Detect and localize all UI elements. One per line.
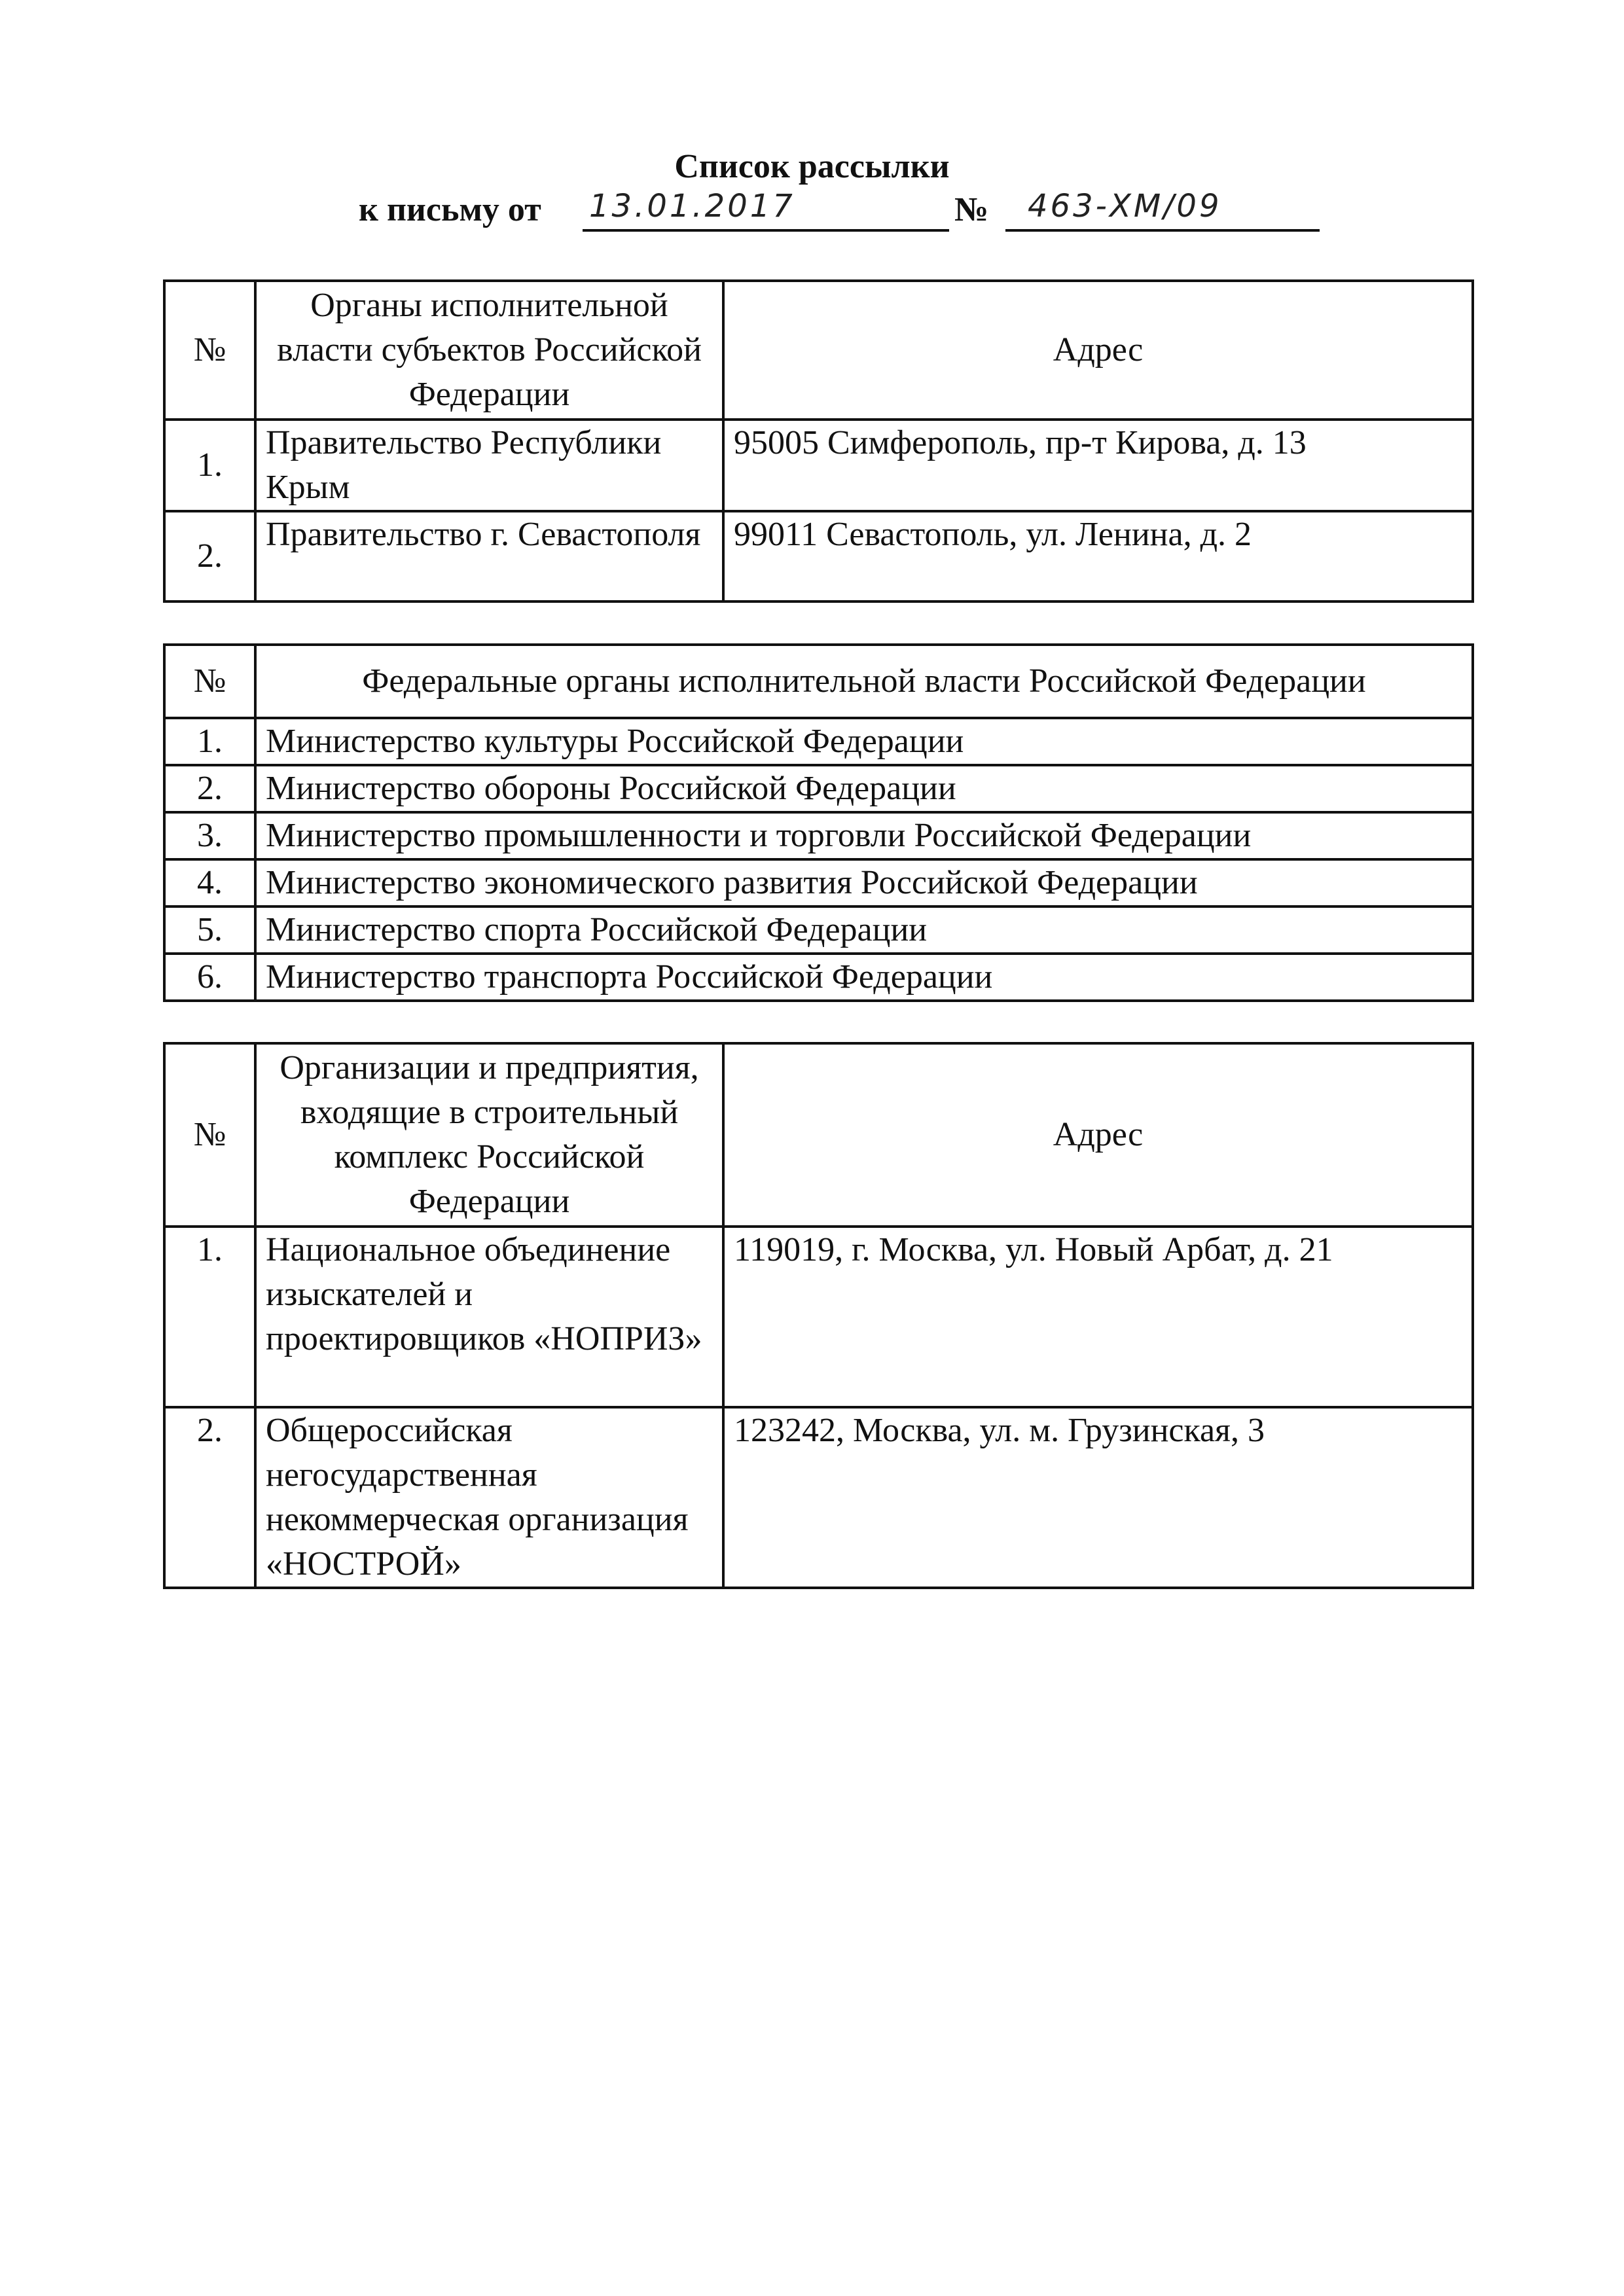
- number-underline: [1005, 229, 1320, 232]
- table-row: [164, 812, 1473, 859]
- construction-organizations-table: [163, 1042, 1474, 1589]
- date-underline: [583, 229, 949, 232]
- row-name: Министерство промышленности и торговли Российской Федерации: [255, 812, 1473, 859]
- header-number: №: [164, 281, 255, 420]
- table-header-row: [164, 645, 1473, 718]
- header-address: Адрес: [723, 1043, 1473, 1227]
- row-number: 5.: [164, 906, 255, 954]
- table-row: [164, 1407, 1473, 1588]
- row-address: 119019, г. Москва, ул. Новый Арбат, д. 21: [723, 1227, 1473, 1407]
- header-authorities: Органы исполнительной власти субъектов Российской Федерации: [255, 281, 723, 420]
- regional-authorities-table: [163, 279, 1474, 603]
- row-number: 1.: [164, 420, 255, 511]
- header-federal-authorities: Федеральные органы исполнительной власти Российской Федерации: [255, 645, 1473, 718]
- table-row: [164, 511, 1473, 601]
- table-header-row: [164, 1043, 1473, 1227]
- row-number: 2.: [164, 511, 255, 601]
- table-row: [164, 859, 1473, 906]
- row-number: 2.: [164, 765, 255, 812]
- letter-number-handwritten: 463-ХМ/09: [1028, 188, 1222, 224]
- number-sign: №: [954, 191, 989, 228]
- table-row: [164, 954, 1473, 1001]
- row-address: 99011 Севастополь, ул. Ленина, д. 2: [723, 511, 1473, 601]
- row-name: Министерство транспорта Российской Федерации: [255, 954, 1473, 1001]
- letter-date-handwritten: 13.01.2017: [589, 188, 795, 224]
- row-name: Национальное объединение изыскателей и проектировщиков «НОПРИЗ»: [255, 1227, 723, 1407]
- row-number: 3.: [164, 812, 255, 859]
- row-name: Общероссийская негосударственная некоммерческая организация «НОСТРОЙ»: [255, 1407, 723, 1588]
- header-address: Адрес: [723, 281, 1473, 420]
- header-number: №: [164, 1043, 255, 1227]
- row-name: Министерство обороны Российской Федерации: [255, 765, 1473, 812]
- table-row: [164, 420, 1473, 511]
- table-row: [164, 765, 1473, 812]
- header-organizations: Организации и предприятия, входящие в строительный комплекс Российской Федерации: [255, 1043, 723, 1227]
- row-address: 95005 Симферополь, пр-т Кирова, д. 13: [723, 420, 1473, 511]
- row-name: Министерство культуры Российской Федерации: [255, 718, 1473, 765]
- table-row: [164, 1227, 1473, 1407]
- federal-authorities-table: [163, 643, 1474, 1002]
- row-name: Правительство г. Севастополя: [255, 511, 723, 601]
- row-name: Министерство экономического развития Российской Федерации: [255, 859, 1473, 906]
- document-title: Список рассылки: [674, 148, 950, 185]
- row-number: 1.: [164, 1227, 255, 1407]
- header-number: №: [164, 645, 255, 718]
- row-number: 2.: [164, 1407, 255, 1588]
- row-number: 6.: [164, 954, 255, 1001]
- table-row: [164, 906, 1473, 954]
- row-number: 1.: [164, 718, 255, 765]
- letter-prefix: к письму от: [359, 191, 541, 228]
- row-name: Правительство Республики Крым: [255, 420, 723, 511]
- row-address: 123242, Москва, ул. м. Грузинская, 3: [723, 1407, 1473, 1588]
- row-number: 4.: [164, 859, 255, 906]
- table-header-row: [164, 281, 1473, 420]
- row-name: Министерство спорта Российской Федерации: [255, 906, 1473, 954]
- table-row: [164, 718, 1473, 765]
